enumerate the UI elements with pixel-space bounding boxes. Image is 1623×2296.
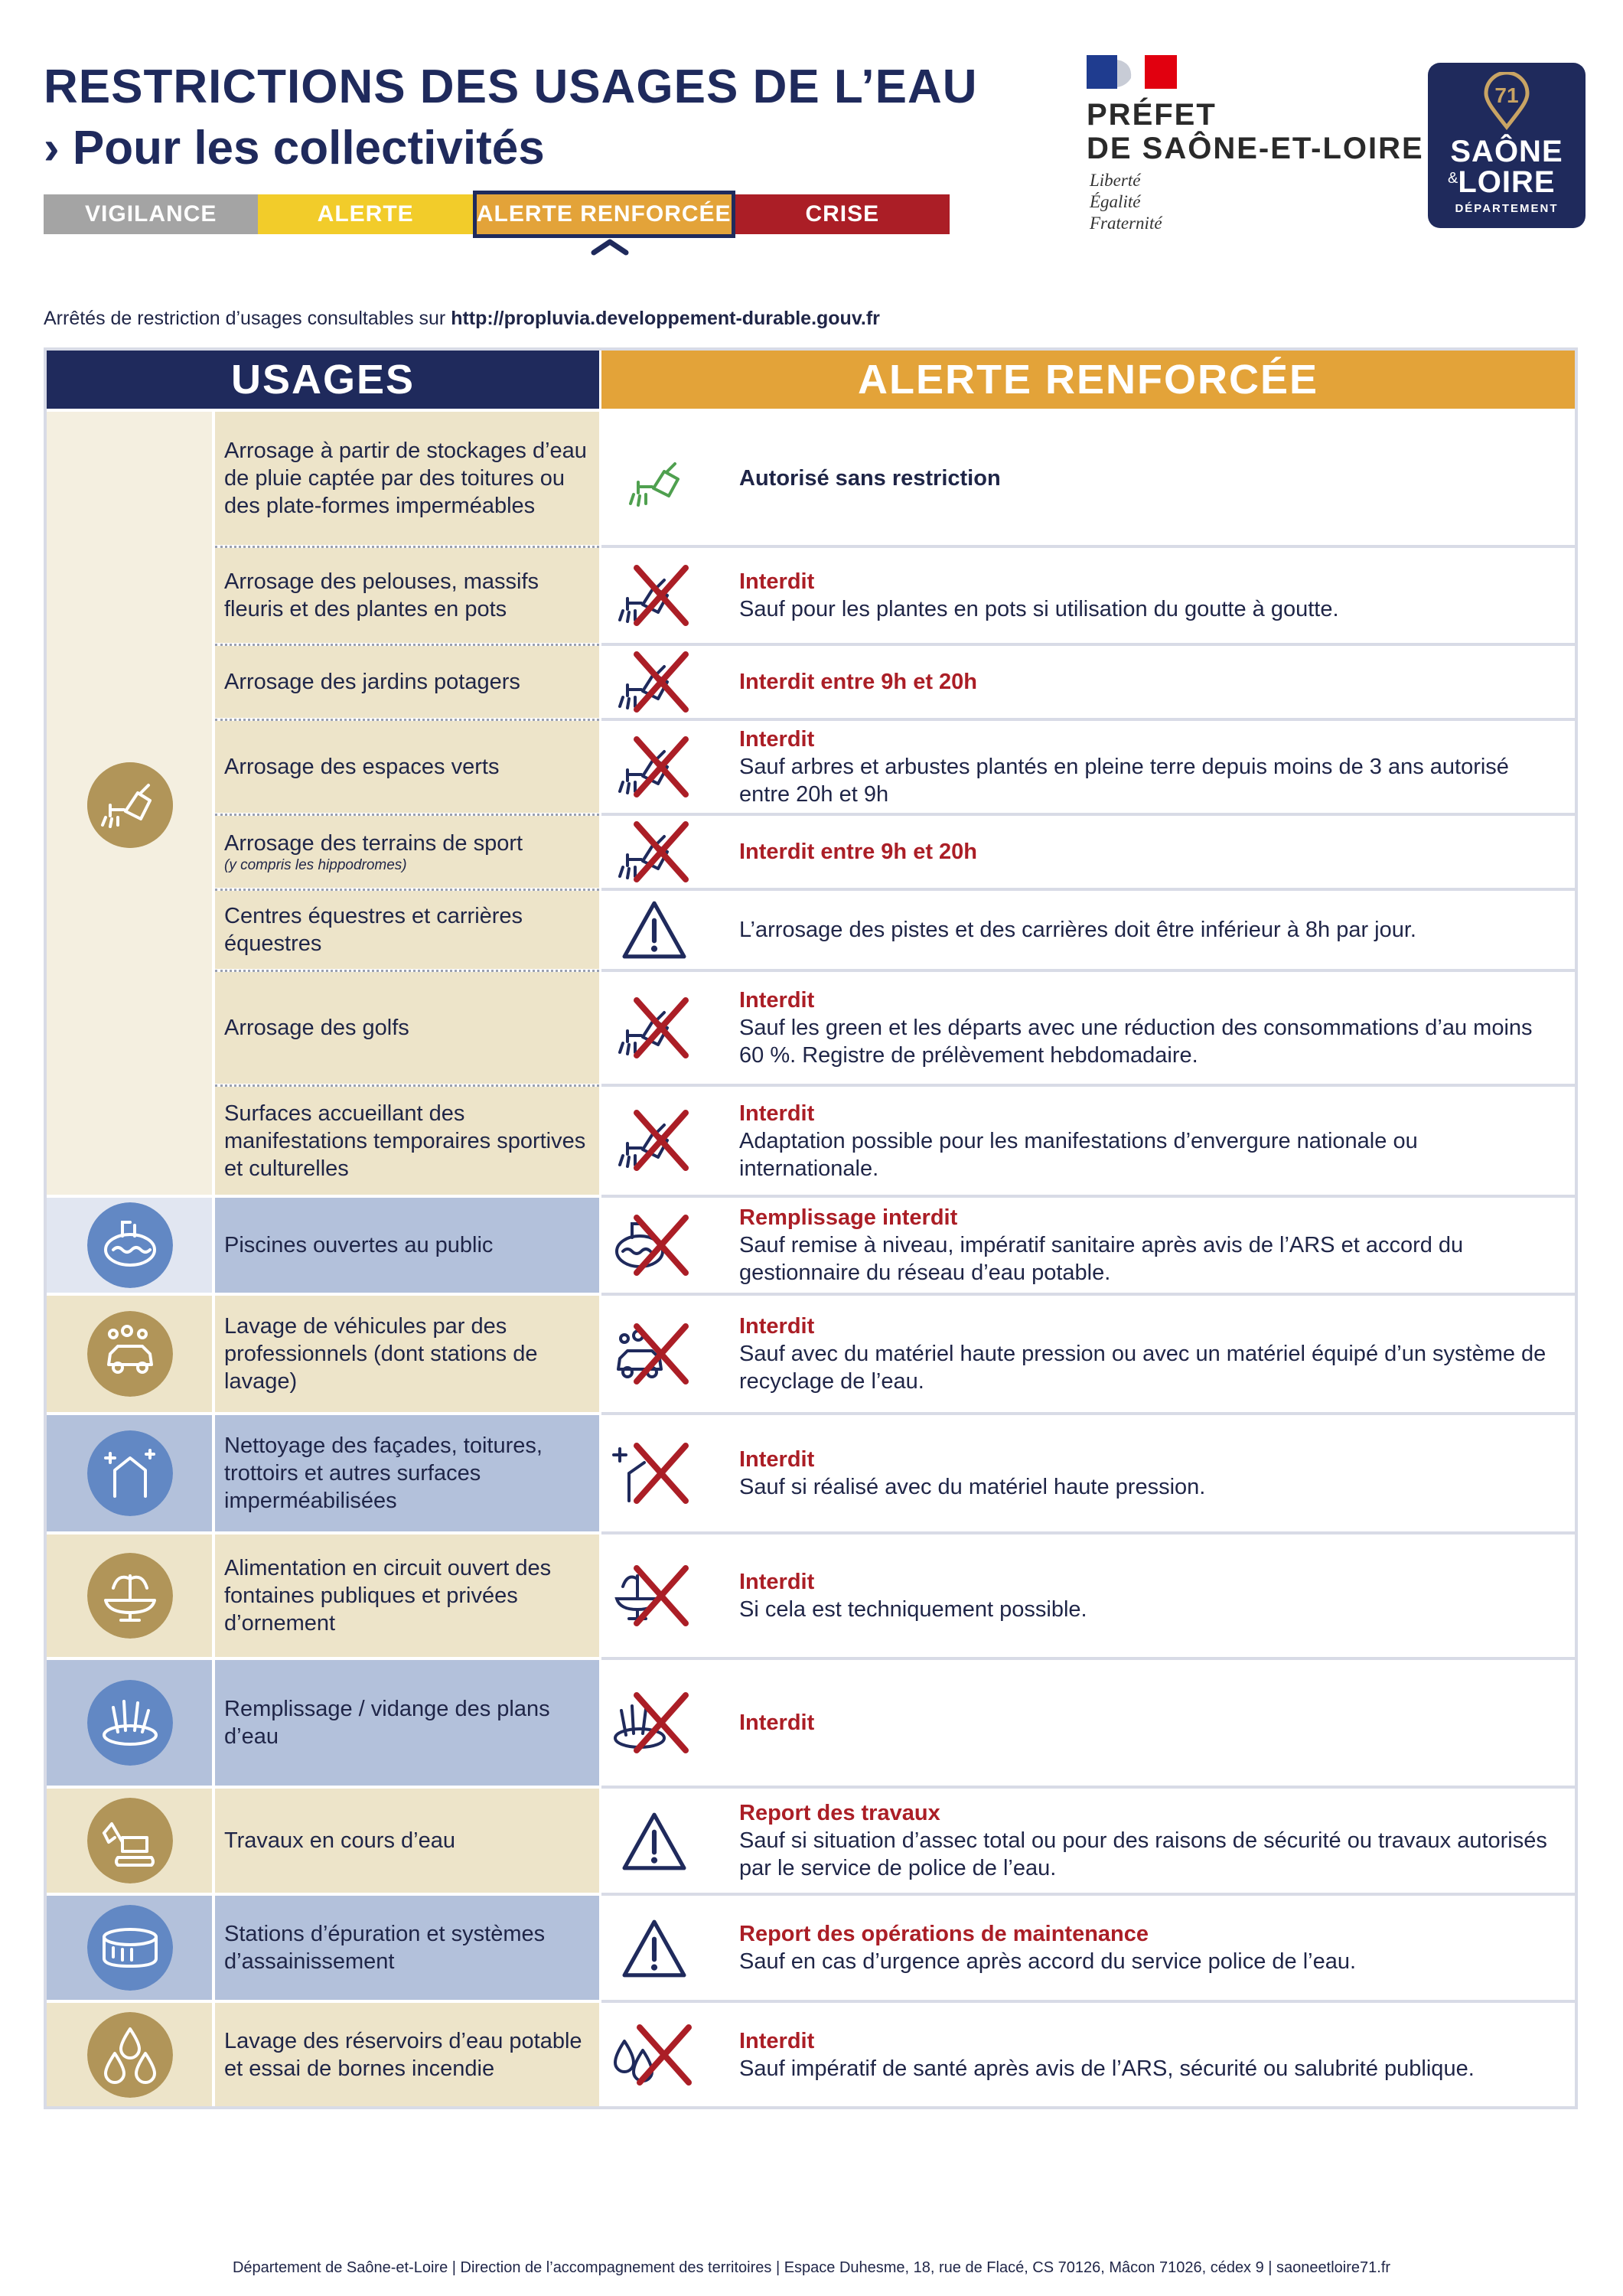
rule-cell: L’arrosage des pistes et des carrières doit être inférieur à 8h par jour. <box>601 891 1575 969</box>
usage-cell: Arrosage des golfs <box>215 972 599 1084</box>
pond-forbidden-icon <box>609 1692 693 1753</box>
usage-cell: Piscines ouvertes au public <box>215 1198 599 1293</box>
usage-cell: Remplissage / vidange des plans d’eau <box>215 1660 599 1786</box>
usage-cell: Arrosage des jardins potagers <box>215 646 599 718</box>
usage-cell: Arrosage des pelouses, massifs fleuris et des plantes en pots <box>215 548 599 643</box>
usage-cell: Alimentation en circuit ouvert des fontaines publiques et privées d’ornement <box>215 1534 599 1657</box>
usage-cell: Arrosage à partir de stockages d’eau de pluie captée par des toitures ou des plate-formes imperméables <box>215 412 599 545</box>
row-divider <box>215 644 599 646</box>
page-subtitle: › Pour les collectivités <box>44 122 545 174</box>
swimming-pool-icon <box>87 1202 173 1288</box>
pool-forbidden-icon <box>609 1215 693 1276</box>
level-alerte: ALERTE <box>258 194 472 234</box>
rule-cell: Interdit entre 9h et 20h <box>601 646 1575 718</box>
column-header-usages: USAGES <box>47 351 599 409</box>
excavator-icon <box>87 1798 173 1883</box>
watering-can-forbidden-icon <box>609 736 693 797</box>
watering-can-forbidden-icon <box>609 997 693 1058</box>
usage-cell: Stations d’épuration et systèmes d’assainissement <box>215 1896 599 2000</box>
car-wash-icon <box>87 1311 173 1397</box>
rule-cell: Interdit Sauf arbres et arbustes plantés en pleine terre depuis moins de 3 ans autorisé entre 20h et 9h <box>601 721 1575 813</box>
alert-level-scale <box>44 194 950 234</box>
usage-cell: Arrosage des espaces verts <box>215 721 599 813</box>
rule-cell: Interdit Sauf si réalisé avec du matériel haute pression. <box>601 1415 1575 1531</box>
water-drops-forbidden-icon <box>609 2024 693 2086</box>
pond-reeds-icon <box>87 1680 173 1766</box>
icon-cell-nettoyage <box>47 1415 212 1531</box>
icon-cell-lavage-vehicules <box>47 1296 212 1412</box>
rule-cell: Interdit entre 9h et 20h <box>601 816 1575 888</box>
active-level-caret-icon <box>591 237 629 256</box>
republic-motto: Liberté Égalité Fraternité <box>1090 171 1162 233</box>
rule-cell: Interdit <box>601 1660 1575 1786</box>
treatment-tank-icon <box>87 1905 173 1991</box>
rule-cell: Report des opérations de maintenance Sauf en cas d’urgence après accord du service police de l’eau. <box>601 1896 1575 2000</box>
icon-cell-plans-eau <box>47 1660 212 1786</box>
sparkle-facade-icon <box>87 1430 173 1516</box>
row-divider <box>215 546 599 548</box>
row-divider <box>215 719 599 721</box>
footer: Département de Saône-et-Loire | Direction de l’accompagnement des territoires | Espace Duhesme, 18, rue de Flacé, CS 70126, Mâcon 71026, cédex 9 | saoneetloire71.fr <box>232 2259 1391 2276</box>
rule-cell: Interdit Sauf les green et les départs avec une réduction des consommations d’au moins 60 %. Registre de prélèvement hebdomadaire. <box>601 972 1575 1084</box>
usage-cell: Arrosage des terrains de sport (y compris les hippodromes) <box>215 816 599 888</box>
rule-cell: Autorisé sans restriction <box>601 412 1575 545</box>
watering-can-forbidden-icon <box>609 821 693 882</box>
row-divider <box>215 1084 599 1087</box>
usage-cell: Surfaces accueillant des manifestations temporaires sportives et culturelles <box>215 1087 599 1195</box>
location-pin-icon <box>1481 72 1532 130</box>
facade-cleaning-forbidden-icon <box>609 1443 693 1504</box>
warning-icon <box>620 1810 689 1873</box>
icon-cell-reservoirs <box>47 2003 212 2106</box>
departement-logo: 71 SAÔNE & LOIRE DÉPARTEMENT <box>1428 63 1586 228</box>
usage-cell: Lavage des réservoirs d’eau potable et essai de bornes incendie <box>215 2003 599 2106</box>
fountain-forbidden-icon <box>609 1565 693 1626</box>
watering-can-icon <box>87 762 173 848</box>
row-divider <box>215 970 599 972</box>
rule-cell: Interdit Sauf impératif de santé après avis de l’ARS, sécurité ou salubrité publique. <box>601 2003 1575 2106</box>
propluvia-link[interactable]: http://propluvia.developpement-durable.gouv.fr <box>451 308 880 329</box>
row-divider <box>215 814 599 816</box>
level-alerte-renforcee-active: ALERTE RENFORCÉE <box>473 191 735 238</box>
icon-cell-fontaines <box>47 1534 212 1657</box>
icon-cell-piscines <box>47 1198 212 1293</box>
page-title: RESTRICTIONS DES USAGES DE L’EAU <box>44 60 978 113</box>
column-header-alerte-renforcee: ALERTE RENFORCÉE <box>601 351 1575 409</box>
warning-icon <box>620 1917 689 1980</box>
svg-text:71: 71 <box>1494 83 1519 107</box>
usage-cell: Travaux en cours d’eau <box>215 1789 599 1893</box>
level-crise: CRISE <box>735 194 950 234</box>
rule-cell: Remplissage interdit Sauf remise à niveau, impératif sanitaire après avis de l’ARS et accord du gestionnaire du réseau d’eau potable. <box>601 1198 1575 1293</box>
decree-url-line: Arrêtés de restriction d’usages consultables sur http://propluvia.developpement-durable.gouv.fr <box>44 308 880 329</box>
rule-cell: Interdit Si cela est techniquement possible. <box>601 1534 1575 1657</box>
watering-can-forbidden-icon <box>609 651 693 713</box>
prefet-line2: DE SAÔNE-ET-LOIRE <box>1087 132 1424 165</box>
rule-cell: Interdit Sauf pour les plantes en pots si utilisation du goutte à goutte. <box>601 548 1575 643</box>
icon-cell-arrosage <box>47 412 212 1195</box>
rule-cell: Interdit Sauf avec du matériel haute pression ou avec un matériel équipé d’un système de recyclage de l’eau. <box>601 1296 1575 1412</box>
row-divider <box>215 889 599 891</box>
prefet-line1: PRÉFET <box>1087 98 1217 132</box>
rule-cell: Interdit Adaptation possible pour les manifestations d’envergure nationale ou internationale. <box>601 1087 1575 1195</box>
car-wash-forbidden-icon <box>609 1323 693 1384</box>
marianne-flag-icon <box>1087 55 1177 89</box>
usage-cell: Nettoyage des façades, toitures, trottoirs et autres surfaces imperméabilisées <box>215 1415 599 1531</box>
rule-cell: Report des travaux Sauf si situation d’assec total ou pour des raisons de sécurité ou travaux autorisés par le service de police de l’eau. <box>601 1789 1575 1893</box>
icon-cell-travaux <box>47 1789 212 1893</box>
level-vigilance: VIGILANCE <box>44 194 258 234</box>
usage-cell: Lavage de véhicules par des professionnels (dont stations de lavage) <box>215 1296 599 1412</box>
water-drops-icon <box>87 2012 173 2098</box>
warning-icon <box>620 899 689 961</box>
watering-can-allowed-icon <box>620 448 689 510</box>
fountain-icon <box>87 1553 173 1639</box>
watering-can-forbidden-icon <box>609 565 693 626</box>
usage-cell: Centres équestres et carrières équestres <box>215 891 599 969</box>
watering-can-forbidden-icon <box>609 1110 693 1171</box>
icon-cell-epuration <box>47 1896 212 2000</box>
